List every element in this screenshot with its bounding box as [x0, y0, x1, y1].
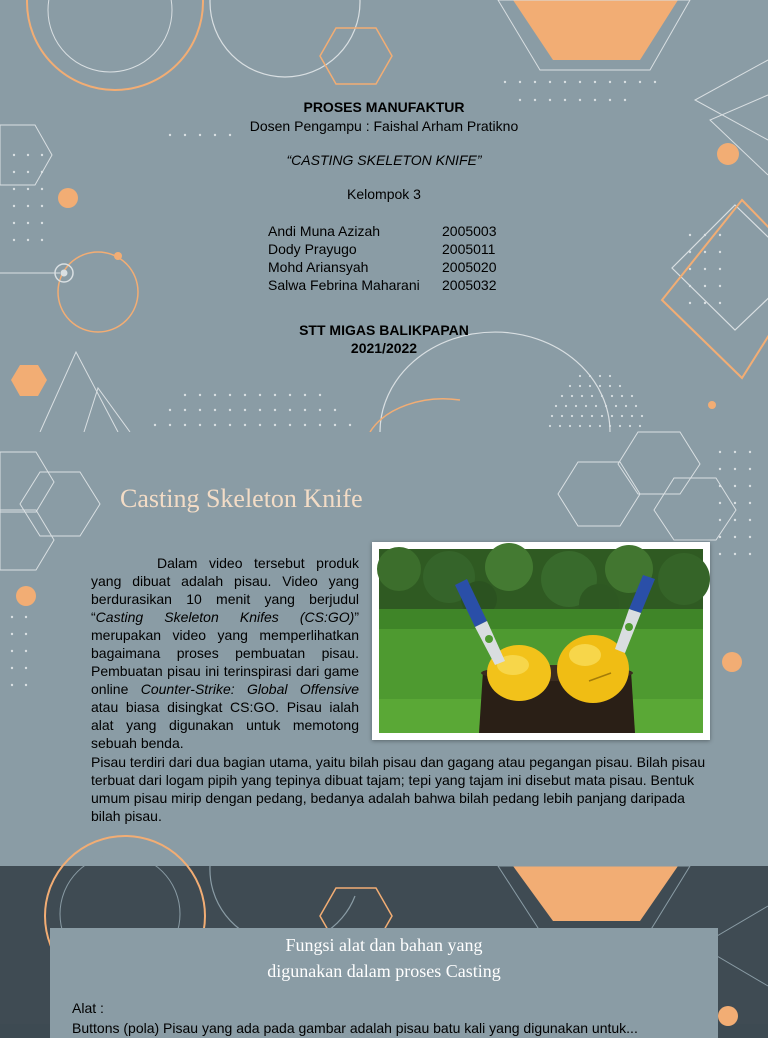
member-row	[268, 222, 497, 240]
cover-lecturer: Dosen Pengampu : Faishal Arham Pratikno	[249, 118, 519, 134]
member-id: 2005020	[442, 259, 497, 275]
game-title-text: Counter-Strike: Global Offensive	[140, 681, 359, 697]
tools-label: Alat :	[72, 1000, 104, 1016]
article-slide	[0, 432, 768, 866]
member-name: Dody Prayugo	[268, 241, 357, 257]
paragraph-text: ” merupakan video yang memperlihatkan bagaimana proses pembuatan pisau. Pembuatan pisau ini terinspirasi dari game online	[91, 609, 359, 697]
knife-photo-frame	[372, 542, 710, 740]
heading-line: Fungsi alat dan bahan yang	[285, 935, 483, 955]
member-name: Mohd Ariansyah	[268, 259, 369, 275]
member-row	[268, 258, 497, 276]
member-id: 2005011	[442, 241, 496, 257]
cover-decoration	[0, 0, 768, 432]
cover-title: PROSES MANUFAKTUR	[303, 99, 465, 115]
cover-subject: “CASTING SKELETON KNIFE”	[286, 152, 482, 168]
paragraph-text: Dalam video tersebut produk yang dibuat adalah pisau. Video yang berdurasikan 10 menit yang berjudul “	[91, 555, 359, 625]
article-title: Casting Skeleton Knife	[120, 484, 363, 513]
video-title-text: Casting Skeleton Knifes (CS:GO)	[95, 609, 355, 625]
knife-photo	[379, 549, 703, 733]
materials-heading	[50, 932, 718, 984]
paragraph-text: atau biasa disingkat CS:GO. Pisau ialah alat yang digunakan untuk memotong sebuah benda.	[91, 699, 359, 751]
tools-text-cut: Buttons (pola) Pisau yang ada pada gambar adalah pisau batu kali yang digunakan untuk...	[72, 1020, 638, 1036]
article-paragraph-2: Pisau terdiri dari dua bagian utama, yaitu bilah pisau dan gagang atau pegangan pisau. Bilah pisau terbuat dari logam pipih yang tepinya dibuat tajam; tepi yang tajam ini disebut mata pisau. Bentuk umum pisau mirip dengan pedang, bedanya adalah bahwa bilah pedang lebih panjang daripada bilah pisau.	[91, 754, 706, 824]
member-name: Andi Muna Azizah	[268, 223, 381, 239]
member-list	[268, 222, 497, 294]
member-name: Salwa Febrina Maharani	[268, 277, 420, 293]
member-id: 2005032	[442, 277, 497, 293]
member-row	[268, 240, 497, 258]
member-row	[268, 276, 497, 294]
member-id: 2005003	[442, 223, 497, 239]
article-paragraph-1	[91, 554, 359, 752]
cover-school: STT MIGAS BALIKPAPAN	[299, 322, 469, 338]
cover-year: 2021/2022	[350, 340, 418, 356]
heading-line: digunakan dalam proses Casting	[267, 961, 501, 981]
cover-group: Kelompok 3	[347, 186, 421, 202]
materials-box	[50, 928, 718, 1038]
materials-slide	[0, 866, 768, 1036]
cover-slide	[0, 0, 768, 432]
